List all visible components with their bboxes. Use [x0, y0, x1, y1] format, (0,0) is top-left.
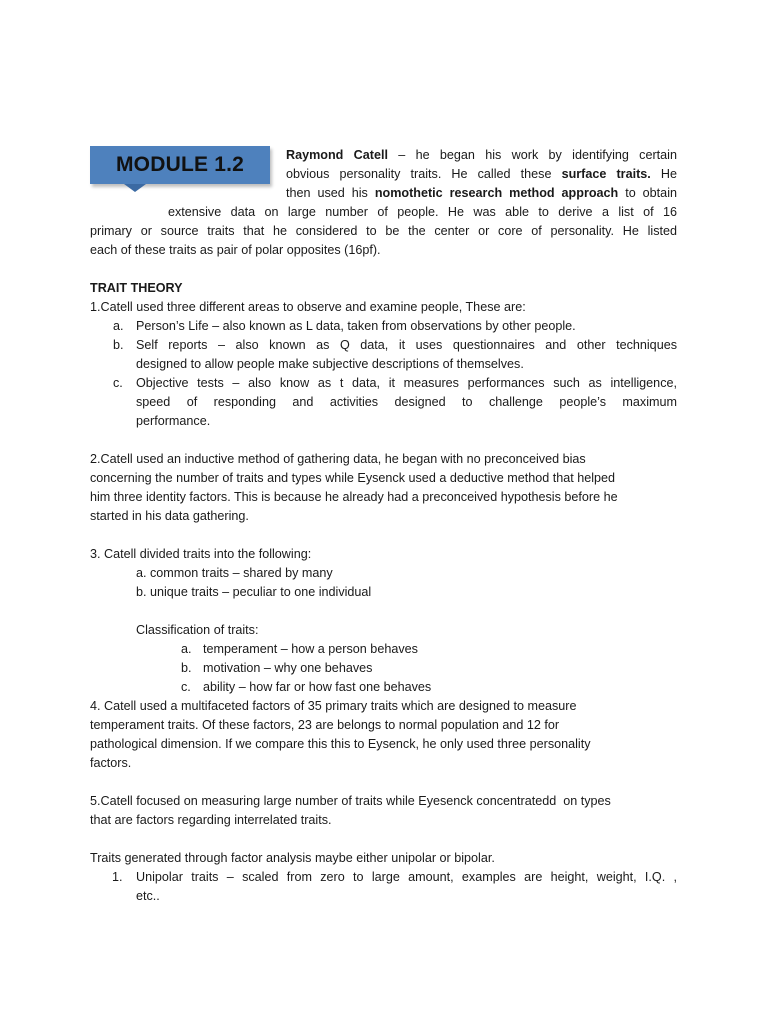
intro-line-5: primary or source traits that he considered to be the center or core of personality. He listed: [90, 224, 677, 238]
point-3-intro: 3. Catell divided traits into the following:: [90, 547, 312, 561]
intro-line-4: extensive data on large number of people. He was able to derive a list of 16: [168, 205, 677, 219]
point-2-line: him three identity factors. This is because he already had a preconceived hypothesis before he: [90, 490, 618, 504]
list-item: Objective tests – also know as t data, it measures performances such as intelligence,: [136, 376, 677, 390]
point-4-line: factors.: [90, 756, 132, 770]
list-marker: 1.: [112, 870, 123, 884]
point-4-line: temperament traits. Of these factors, 23 are belongs to normal population and 12 for: [90, 718, 560, 732]
list-marker: a.: [181, 642, 192, 656]
intro-line-2: obvious personality traits. He called these surface traits. He: [286, 167, 677, 181]
point-4-line: 4. Catell used a multifaceted factors of 35 primary traits which are designed to measure: [90, 699, 577, 713]
point-2-line: 2.Catell used an inductive method of gathering data, he began with no preconceived bias: [90, 452, 586, 466]
list-item-continued: designed to allow people make subjective descriptions of themselves.: [136, 357, 524, 371]
point-3-item: a. common traits – shared by many: [136, 566, 333, 580]
banner-ribbon-tail: [124, 184, 146, 192]
module-title: MODULE 1.2: [115, 153, 245, 176]
point-2-line: concerning the number of traits and types while Eysenck used a deductive method that helped: [90, 471, 616, 485]
factor-analysis-intro: Traits generated through factor analysis maybe either unipolar or bipolar.: [90, 851, 495, 865]
classification-item: temperament – how a person behaves: [203, 642, 418, 656]
intro-line-3: then used his nomothetic research method approach to obtain: [286, 186, 677, 200]
list-item: Self reports – also known as Q data, it uses questionnaires and other techniques: [136, 338, 677, 352]
point-2-line: started in his data gathering.: [90, 509, 249, 523]
list-marker: c.: [181, 680, 191, 694]
classification-item: motivation – why one behaves: [203, 661, 373, 675]
numbered-item: Unipolar traits – scaled from zero to large amount, examples are height, weight, I.Q. ,: [136, 870, 677, 884]
list-marker: a.: [113, 319, 124, 333]
point-5-line: 5.Catell focused on measuring large number of traits while Eyesenck concentratedd on types: [90, 794, 611, 808]
list-marker: b.: [181, 661, 192, 675]
point-3-item: b. unique traits – peculiar to one individual: [136, 585, 372, 599]
point-5-line: that are factors regarding interrelated traits.: [90, 813, 332, 827]
section-heading: TRAIT THEORY: [90, 281, 183, 295]
point-1-intro: 1.Catell used three different areas to observe and examine people, These are:: [90, 300, 526, 314]
list-marker: c.: [113, 376, 123, 390]
intro-line-6: each of these traits as pair of polar opposites (16pf).: [90, 243, 381, 257]
list-marker: b.: [113, 338, 124, 352]
intro-line-1: Raymond Catell – he began his work by identifying certain: [286, 148, 677, 162]
classification-heading: Classification of traits:: [136, 623, 259, 637]
point-4-line: pathological dimension. If we compare this this to Eysenck, he only used three personality: [90, 737, 591, 751]
numbered-item-continued: etc..: [136, 889, 160, 903]
list-item-continued: performance.: [136, 414, 211, 428]
list-item: Person’s Life – also known as L data, taken from observations by other people.: [136, 319, 576, 333]
classification-item: ability – how far or how fast one behaves: [203, 680, 432, 694]
list-item-continued: speed of responding and activities designed to challenge people’s maximum: [136, 395, 677, 409]
